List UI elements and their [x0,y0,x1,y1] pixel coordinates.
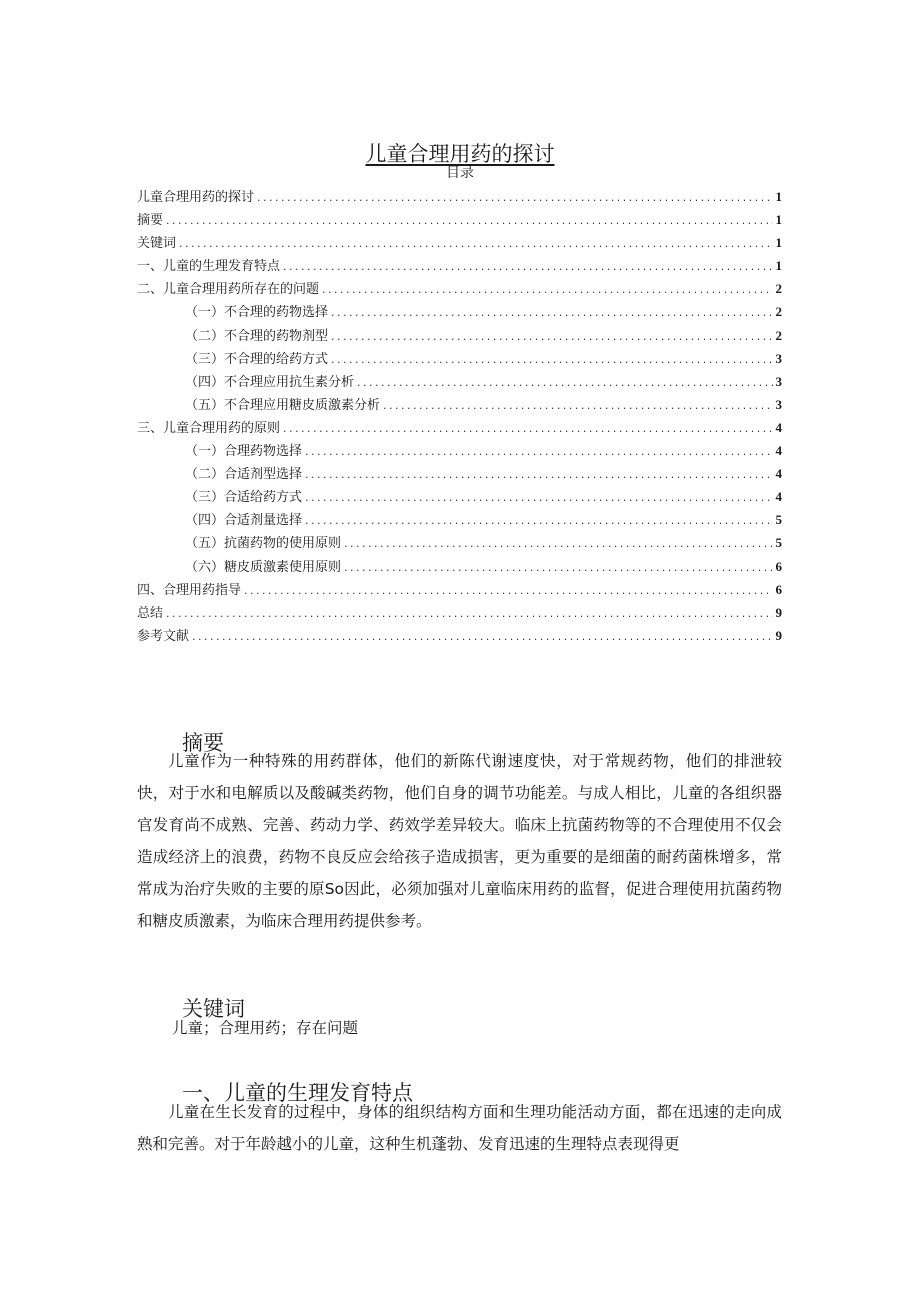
toc-entry[interactable] [137,186,782,209]
toc-dot-leader [283,422,772,435]
toc-entry-page: 3 [775,396,782,412]
keywords-heading: 关键词 [182,997,245,1022]
toc-entry-label: （二）不合理的药物剂型 [185,328,329,344]
toc-dot-leader [283,260,772,273]
toc-entry-page: 2 [775,281,782,297]
toc-entry[interactable] [137,255,782,278]
toc-dot-leader [305,468,772,481]
toc-entry-label: 参考文献 [137,628,190,644]
toc-entry-page: 9 [775,604,782,620]
toc-dot-leader [305,514,772,527]
toc-entry[interactable] [137,625,782,648]
toc-entry-page: 4 [775,466,782,482]
toc-entry-page: 2 [775,304,782,320]
toc-dot-leader [331,353,772,366]
section-1-paragraph: 儿童在生长发育的过程中，身体的组织结构方面和生理功能活动方面，都在迅速的走向成熟和完善。对于年龄越小的儿童，这种生机蓬勃、发育迅速的生理特点表现得更 [137,1103,782,1153]
toc-entry[interactable] [137,579,782,602]
table-of-contents [137,186,782,648]
abstract-paragraph: 儿童作为一种特殊的用药群体，他们的新陈代谢速度快，对于常规药物，他们的排泄较快，对于水和电解质以及酸碱类药物，他们自身的调节功能差。与成人相比，儿童的各组织器官发育尚不成熟、完善、药动力学、药效学差异较大。临床上抗菌药物等的不合理使用不仅会造成经济上的浪费，药物不良反应会给孩子造成损害，更为重要的是细菌的耐药菌株增多，常常成为治疗失败的主要的原So因此，必须加强对儿童临床用药的监督，促进合理使用抗菌药物和糖皮质激素，为临床合理用药提供参考。 [137,752,782,930]
toc-entry-label: 三、儿童合理用药的原则 [137,420,281,436]
toc-entry[interactable] [137,602,782,625]
toc-dot-leader [331,306,772,319]
toc-heading: 目录 [446,165,474,181]
toc-entry-label: 儿童合理用药的探讨 [137,190,255,205]
toc-entry-page: 9 [775,627,782,643]
toc-entry-page: 1 [775,235,782,251]
toc-entry-page: 4 [775,489,782,505]
toc-entry-label: 总结 [137,605,164,621]
toc-entry[interactable] [137,278,782,301]
toc-dot-leader [331,330,772,343]
toc-dot-leader [344,537,772,550]
toc-entry[interactable] [137,463,782,486]
toc-dot-leader [179,237,772,250]
toc-entry-page: 4 [775,443,782,459]
toc-dot-leader [257,191,772,204]
toc-entry[interactable] [137,509,782,532]
toc-entry-page: 4 [775,419,782,435]
document-title: 儿童合理用药的探讨 [365,142,555,167]
toc-entry-page: 5 [775,535,782,551]
toc-dot-leader [305,445,772,458]
toc-entry[interactable] [137,556,782,579]
toc-entry-label: 摘要 [137,213,164,229]
toc-entry-page: 5 [775,512,782,528]
toc-dot-leader [166,607,772,620]
toc-entry-label: 四、合理用药指导 [137,582,242,598]
toc-entry-label: （五）不合理应用糖皮质激素分析 [185,397,381,413]
abstract-heading: 摘要 [182,731,224,756]
toc-entry-label: （五）抗菌药物的使用原则 [185,536,342,552]
toc-dot-leader [383,399,772,412]
toc-entry[interactable] [137,486,782,509]
toc-dot-leader [244,584,772,597]
toc-entry-page: 3 [775,350,782,366]
toc-entry[interactable] [137,440,782,463]
toc-entry-page: 1 [775,189,782,204]
toc-dot-leader [322,283,772,296]
toc-entry-label: （三）不合理的给药方式 [185,351,329,367]
toc-entry-label: 关键词 [137,236,177,252]
toc-entry[interactable] [137,325,782,348]
toc-entry-label: （四）不合理应用抗生素分析 [185,374,355,390]
section-1-heading: 一、儿童的生理发育特点 [182,1081,413,1106]
toc-dot-leader [192,630,772,643]
toc-entry-page: 6 [775,558,782,574]
toc-entry-label: （一）合理药物选择 [185,444,303,460]
toc-dot-leader [344,561,772,574]
toc-entry-page: 2 [775,327,782,343]
toc-entry-label: （一）不合理的药物选择 [185,305,329,321]
toc-entry[interactable] [137,371,782,394]
toc-dot-leader [305,491,772,504]
toc-entry-page: 1 [775,212,782,228]
toc-entry-label: （六）糖皮质激素使用原则 [185,559,342,575]
toc-entry-label: 一、儿童的生理发育特点 [137,259,281,275]
keywords-text: 儿童；合理用药；存在问题 [172,1019,359,1037]
toc-entry-page: 3 [775,373,782,389]
toc-entry-page: 6 [775,581,782,597]
toc-entry-label: （二）合适剂型选择 [185,467,303,483]
toc-entry[interactable] [137,348,782,371]
toc-entry[interactable] [137,301,782,324]
toc-entry[interactable] [137,394,782,417]
toc-entry-label: （四）合适剂量选择 [185,513,303,529]
toc-entry-label: 二、儿童合理用药所存在的问题 [137,282,320,298]
toc-dot-leader [166,214,772,227]
toc-entry[interactable] [137,417,782,440]
toc-entry-label: （三）合适给药方式 [185,490,303,506]
toc-dot-leader [357,376,772,389]
toc-entry[interactable] [137,209,782,232]
toc-entry[interactable] [137,532,782,555]
toc-entry-page: 1 [775,258,782,274]
toc-entry[interactable] [137,232,782,255]
